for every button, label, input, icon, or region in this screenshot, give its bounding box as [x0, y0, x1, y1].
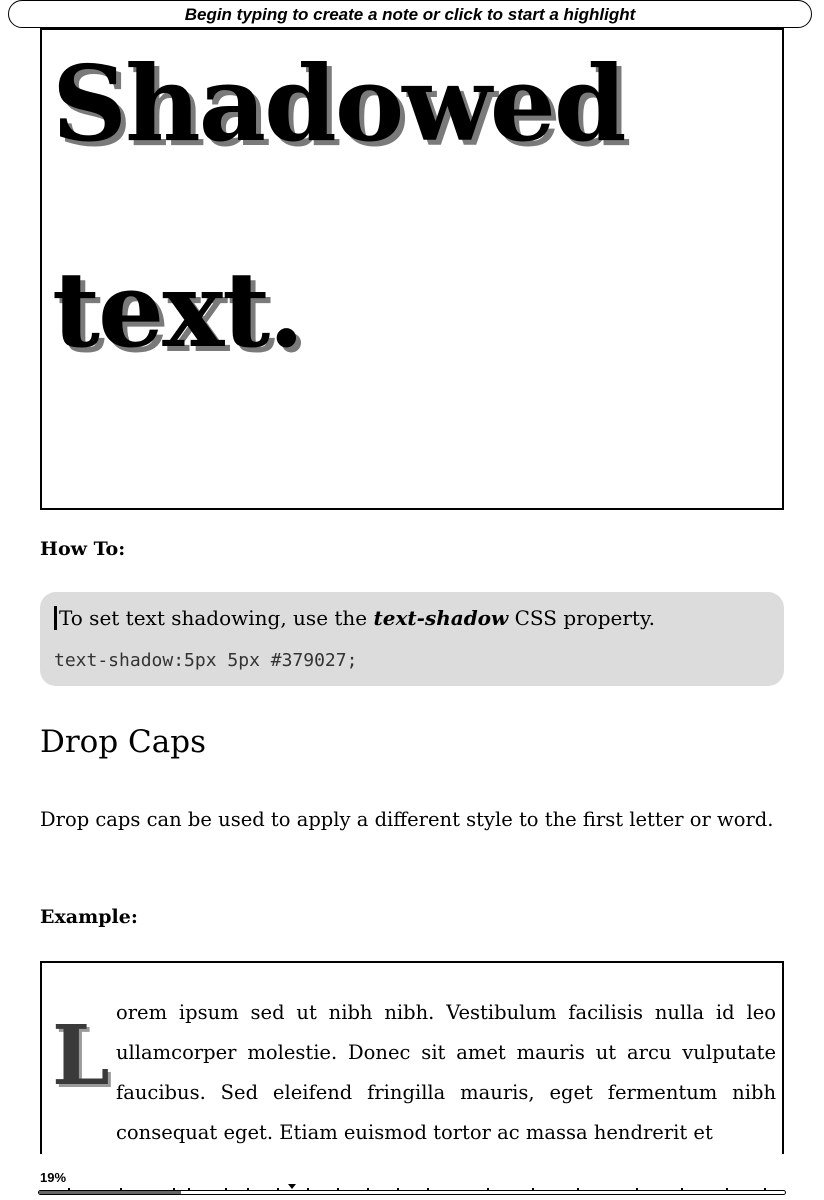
chapter-tick	[367, 1188, 369, 1191]
code-desc-after: CSS property.	[508, 606, 655, 630]
chapter-tick	[577, 1188, 579, 1191]
chapter-tick	[188, 1188, 190, 1191]
drop-caps-paragraph: Drop caps can be used to apply a different style to the first letter or word.	[40, 808, 774, 831]
drop-cap-example-text: orem ipsum sed ut nibh nibh. Vestibulum facilisis nulla id leo ullamcorper molestie. Donec sit amet mauris ut arcu vulputate faucibus. Sed eleifend fringilla mauris, eget fermentum nibh consequat eget. Etiam euismod tortor ac massa hendrerit et	[116, 1001, 776, 1144]
chapter-tick	[277, 1188, 279, 1191]
chapter-tick	[120, 1188, 122, 1191]
chapter-tick	[636, 1188, 638, 1191]
example-label: Example:	[40, 906, 138, 928]
progress-position-marker	[288, 1184, 296, 1189]
chapter-tick	[225, 1188, 227, 1191]
reading-progress-footer	[0, 1154, 824, 1200]
shadowed-text-demo	[40, 28, 784, 510]
section-title-drop-caps: Drop Caps	[40, 724, 206, 760]
chapter-tick	[726, 1188, 728, 1191]
progress-bar[interactable]	[38, 1190, 786, 1195]
chapter-tick	[337, 1188, 339, 1191]
drop-cap-example-box	[40, 961, 784, 1171]
shadowed-heading-line-2: text.	[52, 248, 303, 371]
chapter-tick	[307, 1188, 309, 1191]
text-cursor	[54, 606, 57, 630]
shadowed-heading-line-1: Shadowed	[52, 42, 625, 165]
chapter-tick	[247, 1188, 249, 1191]
chapter-tick	[173, 1188, 175, 1191]
chapter-tick	[68, 1188, 70, 1191]
code-desc-before: To set text shadowing, use the	[59, 606, 374, 630]
chapter-tick	[532, 1188, 534, 1191]
progress-bar-fill	[39, 1191, 181, 1194]
chapter-tick	[427, 1188, 429, 1191]
chapter-tick	[487, 1188, 489, 1191]
chapter-tick	[764, 1188, 766, 1191]
progress-percent: 19%	[40, 1170, 67, 1185]
code-snippet: text-shadow:5px 5px #379027;	[54, 650, 358, 671]
drop-cap-letter: L	[52, 1008, 110, 1104]
chapter-tick	[397, 1188, 399, 1191]
code-description[interactable]	[54, 606, 655, 630]
how-to-label: How To:	[40, 538, 126, 560]
chapter-tick	[681, 1188, 683, 1191]
code-example-box	[40, 592, 784, 686]
note-prompt-bar[interactable]: Begin typing to create a note or click to start a highlight	[8, 0, 812, 28]
code-desc-property: text-shadow	[373, 606, 509, 630]
